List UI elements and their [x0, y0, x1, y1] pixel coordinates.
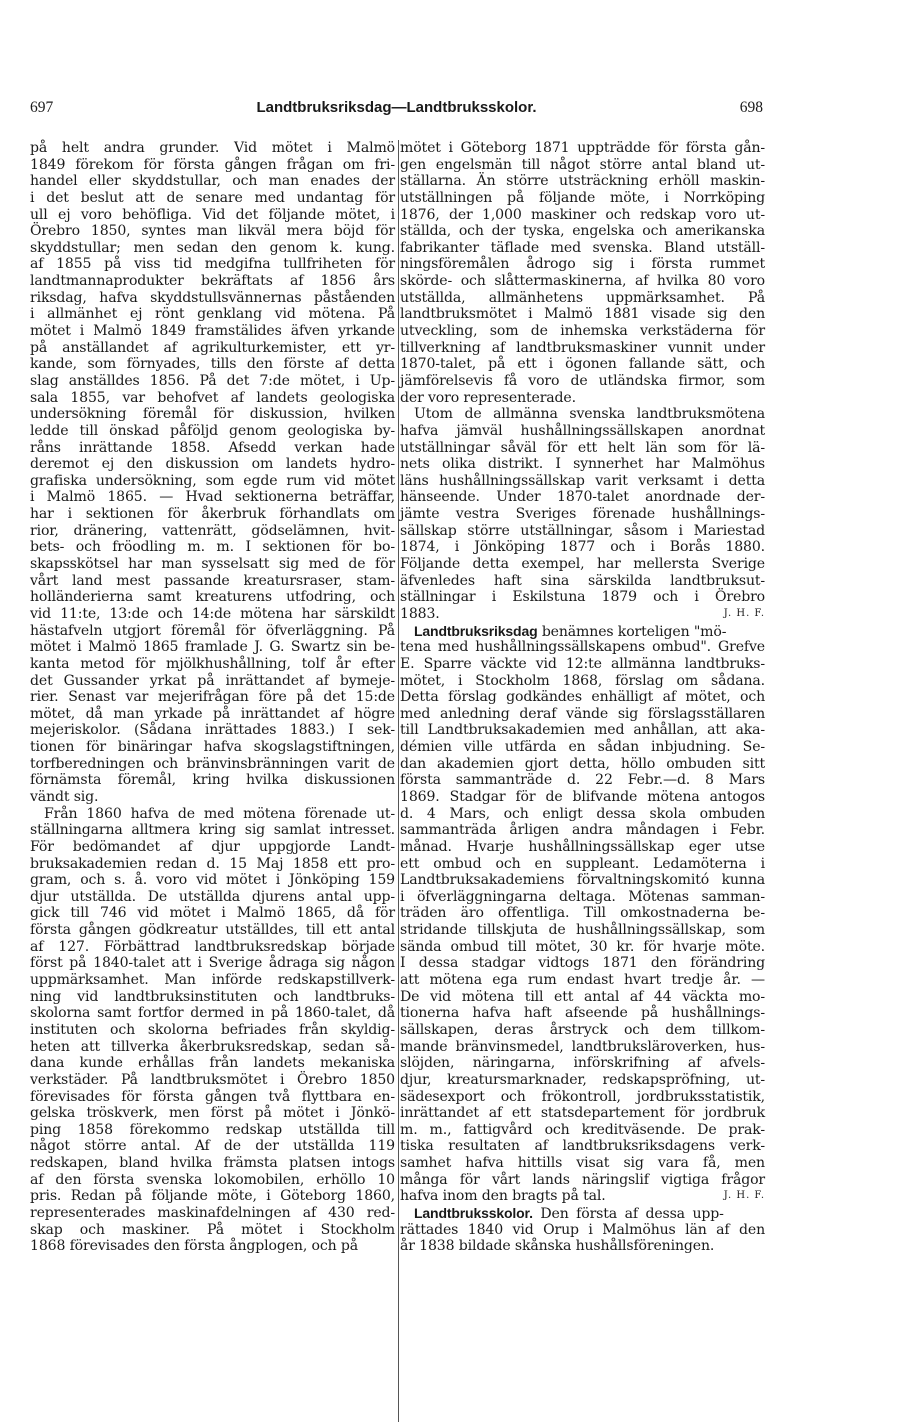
text-line: ställningar i Eskilstuna 1879 och i Örebro	[400, 589, 765, 606]
text-line: Örebro 1850, syntes man likväl mera böjd för	[30, 223, 395, 240]
text-line: fabrikanter täflade med svenska. Bland utställ-	[400, 239, 765, 256]
text-line: skapsskötsel har man sysselsatt sig med de för	[30, 556, 395, 573]
text-line: utställningen på följande möte, i Norrköping	[400, 189, 765, 206]
text-line: ping 1858 förekommo redskap utställda till	[30, 1121, 395, 1138]
text-line: Från 1860 hafva de med mötena förenade ut-	[44, 805, 395, 822]
text-line: landtmannaprodukter bekräftats af 1856 års	[30, 273, 395, 290]
column-divider	[398, 140, 399, 1422]
text-fragment: hafva inom den bragts på tal.	[400, 1188, 606, 1205]
text-line: pris. Redan på följande möte, i Göteborg 1860,	[30, 1188, 395, 1205]
text-line: ledde till önskad påföljd genom geologiska by-	[30, 422, 395, 439]
text-line: ning vid landtbruksinstituten och landtbruks-	[30, 988, 395, 1005]
text-line: har i sektionen för åkerbruk förhandlats om	[30, 506, 395, 523]
text-line: dana kunde erhållas från landets mekaniska	[30, 1055, 395, 1072]
text-line: Utom de allmänna svenska landtbruksmötena	[414, 406, 765, 423]
text-line: många för vårt lands näringslif vigtiga frågor	[400, 1171, 765, 1188]
text-line: gram, och s. å. voro vid mötet i Jönköping 159	[30, 872, 395, 889]
text-line: något större antal. Af de der utställda 119	[30, 1138, 395, 1155]
right-column	[400, 140, 765, 1255]
text-line: slöjden, näringarna, införskrifning af afvels-	[400, 1055, 765, 1072]
text-line: mötet, i Stockholm 1868, förslag om sådana.	[400, 672, 765, 689]
text-line: d. 4 Mars, och enligt dessa skola ombuden	[400, 805, 765, 822]
text-line: ull ej voro behöfliga. Vid det följande mötet, i	[30, 206, 395, 223]
text-line: förnämsta föremål, kring hvilka diskussionen	[30, 772, 395, 789]
text-line: att mötena ega rum endast hvart tredje år. —	[400, 972, 765, 989]
text-line: mande bränvinsmedel, landtbruksläroverken, hus-	[400, 1038, 765, 1055]
text-line: tiska resultaten af landtbruksriksdagens verk-	[400, 1138, 765, 1155]
text-line: utställningar såväl för ett helt län som för lä-	[400, 439, 765, 456]
text-line: sammanträda årligen andra måndagen i Febr.	[400, 822, 765, 839]
author-signature: J. H. F.	[723, 1190, 765, 1202]
text-line: 1868 förevisades den första ångplogen, och på	[30, 1238, 358, 1255]
text-line: utveckling, som de inhemska verkstäderna för	[400, 323, 765, 340]
text-line: démien ville utfärda en sådan inbjudning. Se-	[400, 739, 765, 756]
text-line: sala 1855, var behofvet af landets geologiska	[30, 389, 395, 406]
text-line: af den första svenska lokomobilen, erhöllo 10	[30, 1171, 395, 1188]
entry-first-line	[400, 623, 765, 640]
text-line: mötet i Malmö 1849 framstälides äfven yrkande	[30, 323, 395, 340]
text-line: vid 11:te, 13:de och 14:de mötena har särskildt	[30, 605, 395, 622]
text-line: rior, dränering, vattenrätt, gödselämnen, hvit-	[30, 522, 395, 539]
text-line: i Malmö 1865. — Hvad sektionerna beträffar,	[30, 489, 395, 506]
text-line: på anställandet af agrikulturkemister, ett yr-	[30, 339, 395, 356]
left-column	[30, 140, 395, 1255]
text-line: slag anställdes 1856. På det 7:de mötet, i Up-	[30, 372, 395, 389]
text-line: Följande detta exempel, har mellersta Sverige	[400, 556, 765, 573]
text-line: bruksakademien redan d. 15 Maj 1858 ett pro-	[30, 855, 395, 872]
text-line: på helt andra grunder. Vid mötet i Malmö	[30, 140, 395, 156]
text-line: holländerierna samt kreaturens utfodring, och	[30, 589, 395, 606]
text-line: inrättandet af ett statsdepartement för jordbruk	[400, 1105, 765, 1122]
text-line: tionerna hafva haft afseende på hushållnings-	[400, 1005, 765, 1022]
text-line: rättades 1840 vid Orup i Malmöhus län af den	[400, 1221, 765, 1238]
text-line: nets olika distrikt. I synnerhet har Malmöhus	[400, 456, 765, 473]
text-line: skolorna samt fortfor dermed in på 1860-talet, då	[30, 1005, 395, 1022]
entry-headword: Landtbruksriksdag	[414, 622, 538, 639]
text-line: af 127. Förbättrad landtbruksredskap började	[30, 938, 395, 955]
text-line: mötet i Göteborg 1871 uppträdde för första gån-	[400, 140, 765, 156]
text-line: E. Sparre väckte vid 12:te allmänna landtbruks-	[400, 655, 765, 672]
entry-headword: Landtbruksskolor.	[414, 1205, 533, 1221]
text-line: gen engelsmän till något större antal bland ut-	[400, 156, 765, 173]
text-line: instituten och skolorna befriades från skyldig-	[30, 1021, 395, 1038]
text-line: vårt land mest passande kreatursraser, stam-	[30, 572, 395, 589]
page-number-left: 697	[30, 99, 54, 116]
text-line: handel eller skyddstullar, och man enades der	[30, 173, 395, 190]
text-line: förevisades för första gången två flyttbara en-	[30, 1088, 395, 1105]
text-line: i öfverläggningarna deltaga. Mötenas samman-	[400, 888, 765, 905]
text-line: skap och maskiner. På mötet i Stockholm	[30, 1221, 395, 1238]
text-line: månad. Hvarje hushållningssällskap eger utse	[400, 838, 765, 855]
paragraph-end-line	[400, 1188, 765, 1205]
text-line: Detta förslag godkändes enhälligt af mötet, och	[400, 689, 765, 706]
text-line: vändt sig.	[30, 788, 99, 805]
text-line: I dessa stadgar vidtogs 1871 den förändring	[400, 955, 765, 972]
text-line: verkstäder. På landtbruksmötet i Örebro 1850	[30, 1071, 395, 1088]
text-line: landtbruksmötet i Malmö 1881 visade sig den	[400, 306, 765, 323]
text-line: jämförelsevis få voro de utländska firmor, som	[400, 372, 765, 389]
text-line: skörde- och slåttermaskinerna, af hvilka 80 voro	[400, 273, 765, 290]
text-line: tillverkning af landtbruksmaskiner vunnit under	[400, 339, 765, 356]
text-line: första gången gödkreatur utställdes, till ett antal	[30, 922, 395, 939]
text-line: läns hushållningssällskap varit verksamt i detta	[400, 472, 765, 489]
page-number-right: 698	[739, 99, 763, 116]
text-line: heten att tillverka åkerbruksredskap, sedan så-	[30, 1038, 395, 1055]
text-line: till Landtbruksakademien med anhållan, att aka-	[400, 722, 765, 739]
text-line: med anledning deraf vände sig förslagsställaren	[400, 705, 765, 722]
text-line: undersökning föremål för diskussion, hvilken	[30, 406, 395, 423]
text-line: representerades maskinafdelningen af 430 red-	[30, 1205, 395, 1221]
page-header	[30, 98, 763, 122]
text-line: hafva jämväl hushållningssällskapen anordnat	[400, 422, 765, 439]
text-line: samhet hafva hittills visat sig vara få, men	[400, 1155, 765, 1172]
text-line: det Gussander yrkat på inrättandet af bymeje-	[30, 672, 395, 689]
running-title: Landtbruksriksdag—Landtbruksskolor.	[256, 99, 537, 116]
text-line: jämte vestra Sveriges förenade hushållnings-	[400, 506, 765, 523]
text-line: ställda, och der tyska, engelska och amerikanska	[400, 223, 765, 240]
text-line: ningsföremålen ådrogo sig i första rummet	[400, 256, 765, 273]
text-line: kande, som förnyades, tills den förste af detta	[30, 356, 395, 373]
author-signature: J. H. F.	[723, 607, 765, 619]
text-line: sända ombud till mötet, 30 kr. för hvarje möte.	[400, 938, 765, 955]
text-line: 1876, der 1,000 maskiner och redskap voro ut-	[400, 206, 765, 223]
text-line: hästafveln utgjort föremål för öfverläggning. På	[30, 622, 395, 639]
text-line: kanta metod för mjölkhushållning, tolf år efter	[30, 655, 395, 672]
text-line: torfberedningen och bränvinsbränningen varit de	[30, 755, 395, 772]
text-line: deremot ej den diskussion om landets hydro-	[30, 456, 395, 473]
text-line: sällskap större utställningar, såsom i Mariestad	[400, 522, 765, 539]
text-line: af 1855 på viss tid medgifna tullfriheten för	[30, 256, 395, 273]
text-line: djur utställda. De utställda djurens antal upp-	[30, 888, 395, 905]
text-line: 1870-talet, på ett i ögonen fallande sätt, och	[400, 356, 765, 373]
text-line: äfvenledes haft sina särskilda landtbruksut-	[400, 572, 765, 589]
entry-first-line	[400, 1205, 765, 1222]
text-line: sällskapen, deras årstryck och dem tillkom-	[400, 1021, 765, 1038]
text-line: ställarna. Än större utsträckning erhöll maskin-	[400, 173, 765, 190]
text-line: år 1838 bildade skånska hushållsföreningen.	[400, 1238, 715, 1255]
text-line: först på 1840-talet att i Sverige ådraga sig någon	[30, 955, 395, 972]
text-line: dan akademien gjort detta, höllo ombuden sitt	[400, 755, 765, 772]
text-line: gick till 746 vid mötet i Malmö 1865, då för	[30, 905, 395, 922]
text-line: ställningarna alltmera kring sig samlat intresset.	[30, 822, 395, 839]
text-fragment: Den första af dessa upp-	[532, 1206, 724, 1222]
text-line: m. m., fattigvård och kreditväsende. De prak-	[400, 1121, 765, 1138]
text-line: uppmärksamhet. Man införde redskapstillverk-	[30, 972, 395, 989]
text-line: gelska tröskverk, men först på mötet i Jönkö-	[30, 1105, 395, 1122]
text-line: i det beslut att de senare med undantag för	[30, 189, 395, 206]
text-line: Landtbruksakademiens förvaltningskomitó kunna	[400, 872, 765, 889]
text-line: 1874, i Jönköping 1877 och i Borås 1880.	[400, 539, 765, 556]
text-line: 1849 förekom för första gången frågan om fri-	[30, 156, 395, 173]
text-line: tionen för binäringar hafva skogslagstiftningen,	[30, 739, 395, 756]
text-line: riksdag, hafva skyddstullsvännernas påståenden	[30, 289, 395, 306]
text-fragment: benämnes korteligen "mö-	[537, 623, 727, 640]
text-line: mejeriskolor. (Sådana inrättades 1883.) I sek-	[30, 722, 395, 739]
text-line: 1869. Stadgar för de blifvande mötena antogos	[400, 788, 765, 805]
text-line: För bedömandet af djur uppgjorde Landt-	[30, 838, 395, 855]
text-line: der voro representerade.	[400, 389, 576, 406]
text-line: utställda, allmänhetens uppmärksamhet. På	[400, 289, 765, 306]
text-line: redskapen, bland hvilka främsta platsen intogs	[30, 1155, 395, 1172]
text-line: träden äro offentliga. Till omkostnaderna be-	[400, 905, 765, 922]
text-line: rier. Senast var mejerifrågan före på det 15:de	[30, 689, 395, 706]
text-line: sädesexport och frökontroll, jordbruksstatistik,	[400, 1088, 765, 1105]
text-line: första sammanträde d. 22 Febr.—d. 8 Mars	[400, 772, 765, 789]
text-line: mötet i Malmö 1865 framlade J. G. Swartz sin be-	[30, 639, 395, 656]
text-line: skyddstullar; men sedan den genom k. kung.	[30, 239, 395, 256]
text-line: i allmänhet ej rönt genklang vid mötena. På	[30, 306, 395, 323]
text-line: grafiska undersökning, som egde rum vid mötet	[30, 472, 395, 489]
text-line: djur, kreatursmarknader, redskapspröfning, ut-	[400, 1071, 765, 1088]
text-line: De vid mötena till ett antal af 44 väckta mo-	[400, 988, 765, 1005]
text-fragment: 1883.	[400, 605, 440, 622]
text-line: ett ombud och en suppleant. Ledamöterna i	[400, 855, 765, 872]
paragraph-end-line	[400, 606, 765, 623]
text-line: stridande tillskjuta de hushållningssällskap, som	[400, 922, 765, 939]
text-line: hänseende. Under 1870-talet anordnade der-	[400, 489, 765, 506]
text-line: bets- och fröodling m. m. I sektionen för bo-	[30, 539, 395, 556]
text-line: tena med hushållningssällskapens ombud". Grefve	[400, 639, 765, 656]
text-line: mötet, då man yrkade på inrättandet af högre	[30, 705, 395, 722]
text-line: råns inrättande 1858. Afsedd verkan hade	[30, 439, 395, 456]
